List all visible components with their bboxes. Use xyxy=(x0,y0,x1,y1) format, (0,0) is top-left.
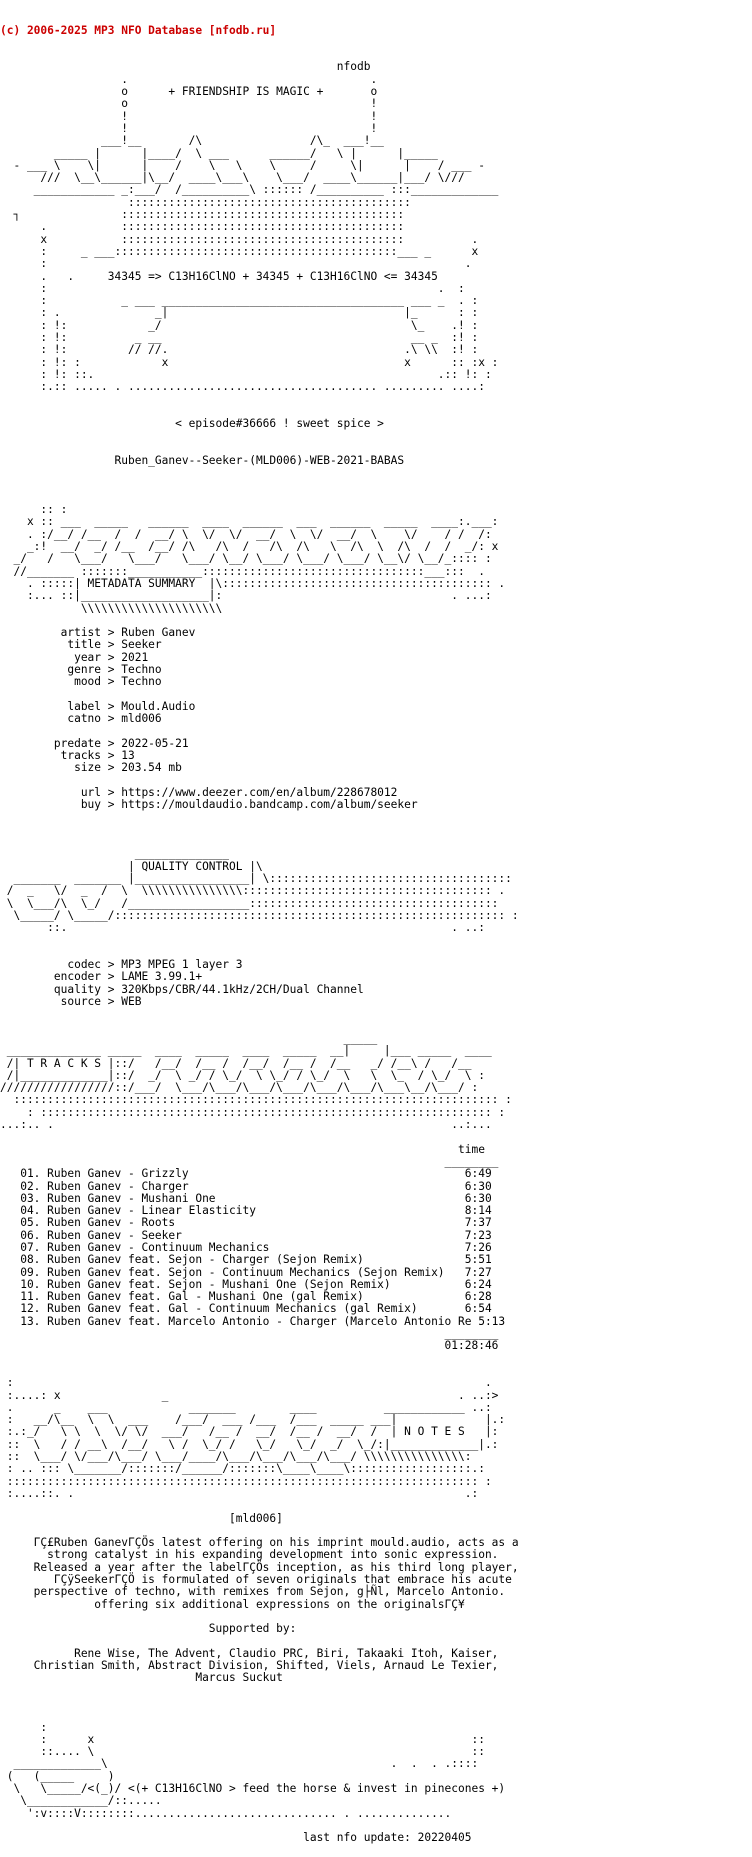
nfo-body xyxy=(0,61,752,1844)
nfo-line: :: \___/ \/___/\___/ \___/____/\___/\___/\___/\___/ \\\\\\\\\\\\\\\: xyxy=(0,1450,472,1464)
nfo-line: \____________/::..... xyxy=(0,1794,162,1808)
nfo-line: artist > Ruben Ganev xyxy=(0,626,196,640)
nfo-line: _/ / \___/ \___/ \___/ \__/ \___/ \___/ \___/ \__\/ \__/_:::: : xyxy=(0,552,492,566)
nfo-line: :.:_/ \ \ \ \/ \/ ___/ /__ / __/ /__ / __/ / | N O T E S |: xyxy=(0,1425,499,1439)
nfo-line: : _ ___::::::::::::::::::::::::::::::::::::::::::___ _ x xyxy=(0,244,479,258)
nfo-line: \ \_____/<(_)/ <(+ C13H16ClNO > feed the horse & invest in pinecones +) xyxy=(0,1782,506,1796)
nfo-line: ______________ xyxy=(0,847,230,861)
nfo-line: /// \__\______|\__/ ____\___\ \___/ ____\______|___/ \/// xyxy=(0,171,465,185)
nfo-line: : . _| |_ : : xyxy=(0,306,479,320)
nfo-line xyxy=(0,467,752,479)
nfo-line: _____ xyxy=(0,1031,378,1045)
nfo-line: year > 2021 xyxy=(0,650,149,664)
nfo-line: /|_____________|::/ _/ \ _/ / \_/ \ \_/ / \_/ \ \ \_ / \_/ \ : xyxy=(0,1068,485,1082)
nfo-line: ___!__ /\ /\_ ___!__ xyxy=(0,134,384,148)
nfo-line: x :: ___ _____ ______ ____ ______ ___ ______ _____ ____:.___: xyxy=(0,515,499,529)
nfo-line: 01. Ruben Ganev - Grizzly 6:49 xyxy=(0,1167,492,1181)
nfo-line: nfodb xyxy=(0,60,371,74)
nfo-line: . . 34345 => C13H16ClNO + 34345 + C13H16ClNO <= 34345 xyxy=(0,269,438,283)
nfo-line: :: : xyxy=(0,503,68,517)
nfo-line: : xyxy=(0,1720,48,1734)
nfo-line: :::::::::::::::::::::::::::::::::::::::::: xyxy=(0,195,411,209)
nfo-line: time xyxy=(0,1142,485,1156)
nfo-line: /| T R A C K S |::/ /__/ /__ / /__/ /__ / /__ _/ /__\ / /__ xyxy=(0,1056,472,1070)
nfo-line: /////////////////::/___/ \___/\___/\___/\___/\___/\___/\___\__/\___/ : xyxy=(0,1081,479,1095)
nfo-line: : x :: xyxy=(0,1732,485,1746)
nfo-line: o ! xyxy=(0,97,378,111)
nfo-line: < episode#36666 ! sweet spice > xyxy=(0,417,384,431)
nfo-line: :....: x _ . ..:> xyxy=(0,1388,499,1402)
nfo-line xyxy=(0,1685,752,1697)
nfo-line: 11. Ruben Ganev feat. Gal - Mushani One (gal Remix) 6:28 xyxy=(0,1290,492,1304)
nfo-line: x :::::::::::::::::::::::::::::::::::::::::: . xyxy=(0,232,479,246)
nfo-line: Released a year after the labelΓÇÖs inception, as his third long player, xyxy=(0,1560,519,1574)
nfo-line: : .. ::: \_______/:::::::/______/:::::::\____\____\::::::::::::::::::.: xyxy=(0,1462,485,1476)
nfo-line: Marcus Suckut xyxy=(0,1671,283,1685)
nfo-line: Supported by: xyxy=(0,1622,297,1636)
nfo-line: : . xyxy=(0,257,472,271)
nfo-line: : !: // //. .\ \\ :! : xyxy=(0,343,479,357)
nfo-line: ':v::::V::::::::.............................. . .............. xyxy=(0,1806,452,1820)
nfo-line xyxy=(0,812,752,824)
nfo-line: strong catalyst in his expanding development into sonic expression. xyxy=(0,1548,499,1562)
nfo-line xyxy=(0,1353,752,1365)
nfo-line xyxy=(0,1635,752,1647)
nfo-line xyxy=(0,1131,752,1143)
nfo-line: : !: _ __ __ _ :! : xyxy=(0,331,479,345)
nfo-line: : ::::::::::::::::::::::::::::::::::::::::::::::::::::::::::::::::::: : xyxy=(0,1105,506,1119)
nfo-line: :::::::::::::::::::::::::::::::::::::::::::::::::::::::::::::::::::::::: : xyxy=(0,1093,512,1107)
nfo-line: source > WEB xyxy=(0,995,142,1009)
nfo-line xyxy=(0,726,752,738)
nfo-line: mood > Techno xyxy=(0,675,162,689)
nfo-line: ( (_____ ) xyxy=(0,1769,115,1783)
nfo-line: title > Seeker xyxy=(0,638,162,652)
nfo-line: ________ xyxy=(0,1327,499,1341)
copyright-header: (c) 2006-2025 MP3 NFO Database [nfodb.ru] xyxy=(0,23,277,37)
nfo-line: 05. Ruben Ganev - Roots 7:37 xyxy=(0,1216,492,1230)
nfo-line: ______________ _____ ____ _____ ____ _____ __| |___ _____ ____ xyxy=(0,1044,492,1058)
nfo-line: _:! __/ _/ /__ /__/ /\ /\ / /\ /\ \ /\ \ /\ / / _/: x xyxy=(0,540,499,554)
nfo-line: ::.... \ :: xyxy=(0,1745,485,1759)
nfo-line: ! ! xyxy=(0,121,378,135)
nfo-line: . :::::| METADATA SUMMARY |\:::::::::::::::::::::::::::::::::::::::: . xyxy=(0,576,506,590)
nfo-line: ____________ _:___/ /__________\ :::::: /__________ :::_____________ xyxy=(0,183,499,197)
nfo-line: : !: : x x :: :x : xyxy=(0,355,499,369)
nfo-line: : __/\__ \ \ ___ /___/ ___ /___ /___ _____ ___| |.: xyxy=(0,1413,506,1427)
nfo-line: ┐ :::::::::::::::::::::::::::::::::::::::::: xyxy=(0,208,405,222)
nfo-line: \_____/ \_____/:::::::::::::::::::::::::::::::::::::::::::::::::::::::::: : xyxy=(0,908,519,922)
nfo-line xyxy=(0,394,752,406)
nfo-line: / _ \/ _ / \ \\\\\\\\\\\\\\\::::::::::::::::::::::::::::::::::::: . xyxy=(0,884,506,898)
nfo-line xyxy=(0,1008,752,1020)
nfo-line xyxy=(0,935,752,947)
nfo-line: Ruben_Ganev--Seeker-(MLD006)-WEB-2021-BABAS xyxy=(0,453,405,467)
nfo-line xyxy=(0,824,752,836)
nfo-line: url > https://www.deezer.com/en/album/228678012 xyxy=(0,786,398,799)
nfo-line: ΓÇ£Ruben GanevΓÇÖs latest offering on his imprint mould.audio, acts as a xyxy=(0,1536,519,1550)
nfo-line: \ \___/\ \_/ /__________________::::::::::::::::::::::::::::::::::::: xyxy=(0,896,499,910)
nfo-line: :::::::::::::::::::::::::::::::::::::::::::::::::::::::::::::::::::::: : xyxy=(0,1474,492,1488)
nfo-line: 02. Ruben Ganev - Charger 6:30 xyxy=(0,1179,492,1193)
nfo-line: :.:: ..... . ..................................... ......... ....: xyxy=(0,380,485,394)
nfo-line: ________ xyxy=(0,1154,499,1168)
nfo-line: _____________\ . . . .:::: xyxy=(0,1757,479,1771)
nfo-line: . :/__/ /__ / / __/ \ \/ \/ __/ \ \/ __/ \ \/ / / /: xyxy=(0,527,492,541)
nfo-line: : . xyxy=(0,1376,492,1390)
nfo-line: :: \ / / __\ /__/ \ / \_/ / \_/ \_/ _/ \_/:|_____________|.: xyxy=(0,1437,499,1451)
nfo-line xyxy=(0,480,752,492)
nfo-line xyxy=(0,492,752,504)
nfo-line: \\\\\\\\\\\\\\\\\\\\\ xyxy=(0,601,223,615)
nfo-line: | QUALITY CONTROL |\ xyxy=(0,859,263,873)
nfo-line xyxy=(0,1709,752,1721)
nfo-line: : _ ___ ____________________________________ ___ _ . : xyxy=(0,294,479,308)
nfo-line: size > 203.54 mb xyxy=(0,761,182,775)
nfo-line: . :::::::::::::::::::::::::::::::::::::::::: xyxy=(0,220,405,234)
nfo-line xyxy=(0,1500,752,1512)
nfo-line: buy > https://mouldaudio.bandcamp.com/album/seeker xyxy=(0,798,418,812)
nfo-line: _______ _______ |_________________| \:::::::::::::::::::::::::::::::::::: xyxy=(0,872,512,886)
nfo-line: encoder > LAME 3.99.1+ xyxy=(0,970,203,984)
nfo-line: perspective of techno, with remixes from Sejon, g├Ñl, Marcelo Antonio. xyxy=(0,1585,506,1599)
nfo-line: :... ::|___________________|: . ...: xyxy=(0,589,492,603)
nfo-line: ΓÇÿSeekerΓÇÖ is formulated of seven originals that embrace his acute xyxy=(0,1573,512,1586)
nfo-line: :....::. . .: xyxy=(0,1486,479,1500)
nfo-line: //_______ :::::::___________:::::::::::::::::::::::::::::::::___::: . xyxy=(0,564,485,578)
nfo-line: : !: _/ \_ .! : xyxy=(0,318,479,332)
nfo-line: _____ | |____/ \ ___ ______/ \ | |_____ xyxy=(0,146,438,160)
nfo-line: Christian Smith, Abstract Division, Shifted, Viels, Arnaud Le Texier, xyxy=(0,1659,499,1673)
nfo-line: 09. Ruben Ganev feat. Sejon - Continuum Mechanics (Sejon Remix) 7:27 xyxy=(0,1265,492,1279)
nfo-line: offering six additional expressions on the originalsΓÇ¥ xyxy=(0,1597,465,1611)
nfo-line: Rene Wise, The Advent, Claudio PRC, Biri, Takaaki Itoh, Kaiser, xyxy=(0,1646,499,1660)
nfo-line: ...:.. . ..:... xyxy=(0,1118,492,1132)
nfo-line: 08. Ruben Ganev feat. Sejon - Charger (Sejon Remix) 5:51 xyxy=(0,1253,492,1267)
nfo-line: 04. Ruben Ganev - Linear Elasticity 8:14 xyxy=(0,1204,492,1218)
nfo-line xyxy=(0,430,752,442)
nfo-line: codec > MP3 MPEG 1 layer 3 xyxy=(0,958,243,972)
nfo-line: o + FRIENDSHIP IS MAGIC + o xyxy=(0,85,378,99)
nfo-line: 01:28:46 xyxy=(0,1339,499,1353)
nfo-line: 03. Ruben Ganev - Mushani One 6:30 xyxy=(0,1191,492,1205)
nfo-line: quality > 320Kbps/CBR/44.1kHz/2CH/Dual Channel xyxy=(0,982,364,996)
nfo-line: predate > 2022-05-21 xyxy=(0,736,189,750)
nfo-line: [mld006] xyxy=(0,1511,283,1525)
nfo-line: . _ ___ _______ ____ ____________ ..: xyxy=(0,1400,492,1414)
nfo-line: : !: ::. .:: !: : xyxy=(0,367,492,381)
nfo-line: 10. Ruben Ganev feat. Sejon - Mushani One (Sejon Remix) 6:24 xyxy=(0,1277,492,1291)
nfo-line: ::. . ..: xyxy=(0,921,485,935)
nfo-line: - ___ \ \| | / \ \ \ / \| | / ___ - xyxy=(0,158,485,172)
nfo-line: tracks > 13 xyxy=(0,749,135,763)
nfo-line: 12. Ruben Ganev feat. Gal - Continuum Mechanics (gal Remix) 6:54 xyxy=(0,1302,492,1316)
nfo-line: 06. Ruben Ganev - Seeker 7:23 xyxy=(0,1228,492,1242)
nfo-line: ! ! xyxy=(0,109,378,123)
nfo-line: label > Mould.Audio xyxy=(0,699,196,713)
nfo-line: 07. Ruben Ganev - Continuum Mechanics 7:26 xyxy=(0,1240,492,1254)
nfo-line: . . xyxy=(0,72,378,86)
nfo-line: last nfo update: 20220405 xyxy=(0,1831,472,1845)
nfo-line: genre > Techno xyxy=(0,663,162,677)
nfo-line: : . : xyxy=(0,281,465,295)
nfo-line: 13. Ruben Ganev feat. Marcelo Antonio - Charger (Marcelo Antonio Re 5:13 xyxy=(0,1314,506,1328)
nfo-line: catno > mld006 xyxy=(0,712,162,726)
nfo-line xyxy=(0,1697,752,1709)
